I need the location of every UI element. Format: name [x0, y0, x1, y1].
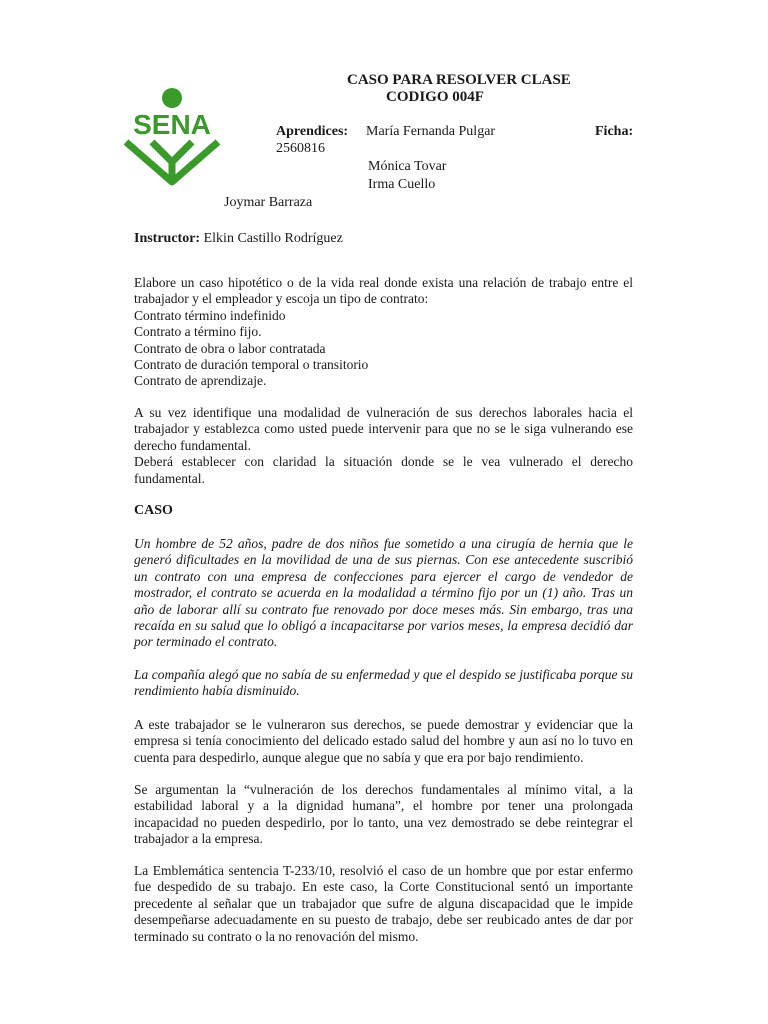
caso-p5: La Emblemática sentencia T-233/10, resolvió el caso de un hombre que por estar enfermo fue despedido de su trabajo. En este caso, la Corte Constitucional sentó un importante precedente al señalar que un trabajador que sufre de alguna discapacidad que le impide desempeñarse adecuadamente en su puesto de trabajo, debe ser reubicado antes de dar por terminado su contrato o la no renovación del mismo.	[134, 863, 633, 944]
aprendices-label: Aprendices:	[276, 124, 349, 139]
list-item: Contrato término indefinido	[134, 307, 286, 323]
document-title: CASO PARA RESOLVER CLASE	[347, 72, 571, 88]
caso-italic-p2: La compañía alegó que no sabía de su enfermedad y que el despido se justificaba porque su rendimiento había disminuido.	[134, 667, 633, 699]
list-item: Contrato de aprendizaje.	[134, 373, 267, 389]
instructions-paragraphs	[134, 405, 633, 487]
caso-heading: CASO	[134, 503, 173, 518]
document-code: CODIGO 004F	[386, 89, 484, 105]
instructions-intro: Elabore un caso hipotético o de la vida real donde exista una relación de trabajo entre el trabajador y el empleador y escoja un tipo de contrato:	[134, 275, 633, 307]
caso-italic-p1: Un hombre de 52 años, padre de dos niños fue sometido a una cirugía de hernia que le generó dificultades en la movilidad de una de sus piernas. Con ese antecedente suscribió un contrato con una empresa de confecciones para ejercer el cargo de vendedor de mostrador, el contrato se acuerda en la modalidad a término fijo por un (1) año. Tras un año de laborar allí su contrato fue renovado por doce meses más. Sin embargo, tras una recaída en su salud que lo obligó a incapacitarse por varios meses, la empresa decidió dar por terminado el contrato.	[134, 536, 633, 650]
caso-p3: A este trabajador se le vulneraron sus derechos, se puede demostrar y evidenciar que la empresa si tenía conocimiento del delicado estado salud del hombre y aun así no lo tuvo en cuenta para despedirlo, aunque alegue que no sabía y que era por bajo rendimiento.	[134, 717, 633, 765]
aprendiz-3: Irma Cuello	[368, 177, 436, 192]
list-item: Contrato a término fijo.	[134, 324, 262, 340]
instructor-name: Elkin Castillo Rodríguez	[203, 231, 343, 246]
instructions-block	[134, 275, 633, 390]
ficha-number: 2560816	[276, 141, 325, 156]
instructor-label: Instructor:	[134, 231, 201, 246]
list-item: Contrato de obra o labor contratada	[134, 340, 326, 356]
caso-p4: Se argumentan la “vulneración de los derechos fundamentales al mínimo vital, a la estabilidad laboral y a la dignidad humana”, el hombre por tener una prolongada incapacidad no pueden despedirlo, por lo tanto, una vez demostrado se debe reintegrar el trabajador a la empresa.	[134, 782, 633, 847]
sena-logo	[122, 84, 222, 186]
instructor-line	[134, 231, 343, 247]
aprendiz-4: Joymar Barraza	[224, 195, 313, 210]
instructions-p3: Deberá establecer con claridad la situación donde se le vea vulnerado el derecho fundamental.	[134, 454, 633, 486]
contract-types-list	[134, 308, 633, 390]
aprendiz-1: María Fernanda Pulgar	[366, 124, 496, 139]
logo-text: SENA	[133, 109, 211, 140]
list-item: Contrato de duración temporal o transitorio	[134, 357, 369, 373]
aprendiz-2: Mónica Tovar	[368, 159, 447, 174]
ficha-label: Ficha:	[595, 124, 634, 139]
instructions-p2: A su vez identifique una modalidad de vulneración de sus derechos laborales hacia el trabajador y establezca como usted puede intervenir para que no se le siga vulnerando ese derecho fundamental.	[134, 405, 633, 453]
